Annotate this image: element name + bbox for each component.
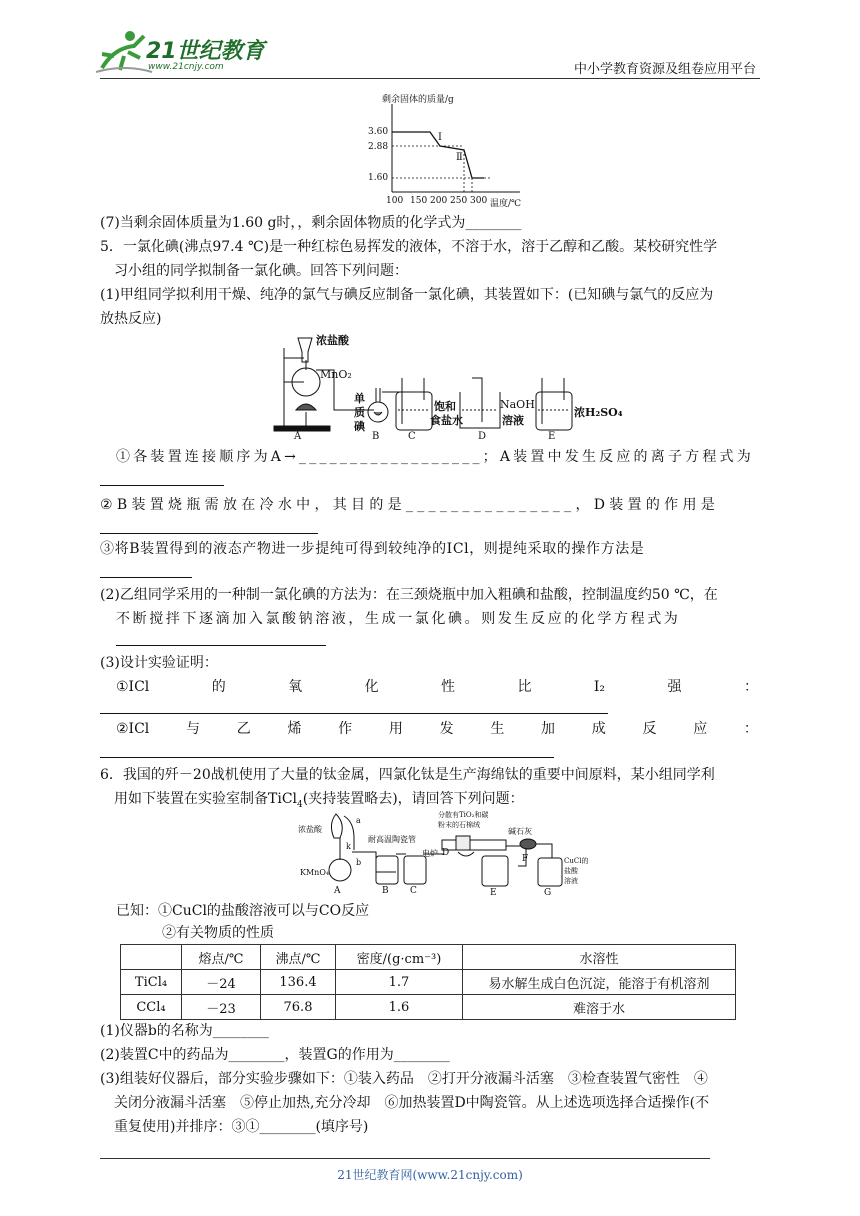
q6-known-1: 已知：①CuCl的盐酸溶液可以与CO反应 [116, 903, 370, 919]
properties-table [120, 944, 736, 1020]
label-lime: 碱石灰 [508, 827, 532, 836]
table-cell: CCl₄ [121, 995, 182, 1020]
label-letter: C [410, 886, 417, 896]
header-rule [100, 78, 760, 79]
word: 用 [388, 721, 403, 737]
q6-intro2-sub: 4 [297, 799, 303, 810]
word: I₂ [593, 679, 606, 695]
word: 性 [441, 679, 456, 695]
word: 加 [541, 721, 556, 737]
label-iodine: 单 [354, 392, 365, 405]
question-7: (7)当剩余固体质量为1.60 g时，，剩余固体物质的化学式为________ [100, 215, 522, 231]
q6-sub1: (1)仪器b的名称为________ [100, 1023, 269, 1039]
word: 烯 [287, 721, 302, 737]
label-iodine: 质 [354, 406, 365, 419]
q6-intro2-pre: 用如下装置在实验室制备TiCl [114, 791, 298, 807]
table-cell: 136.4 [261, 970, 336, 995]
word: 作 [338, 721, 353, 737]
word: 生 [490, 721, 505, 737]
q6-sub3-line2: 关闭分液漏斗活塞 ⑤停止加热,充分冷却 ⑥加热装置D中陶瓷管。从上述选项选择合适操作(不 [114, 1095, 710, 1111]
answer-blank [100, 742, 554, 758]
word: 化 [364, 679, 379, 695]
label-a: a [356, 816, 361, 825]
table-row [121, 995, 736, 1020]
table-cell: 沸点/℃ [261, 945, 336, 970]
q5-part3: (3)设计实验证明： [100, 655, 218, 671]
runner-logo-icon [94, 28, 154, 76]
table-cell: TiCl₄ [121, 970, 182, 995]
q5-intro-line2: 习小组的同学拟制备一氯化碘。回答下列问题： [114, 263, 408, 279]
table-cell: 1.6 [336, 995, 463, 1020]
logo-url: www.21cnjy.com [148, 62, 224, 72]
q5-part1-line2: 放热反应) [100, 311, 162, 327]
label-cucl: 盐酸 [564, 867, 578, 875]
table-cell: 易水解生成白色沉淀，能溶于有机溶剂 [463, 970, 736, 995]
label-letter: E [548, 431, 556, 442]
label-asbestos: 分散有TiO₂和碳 [438, 811, 489, 819]
label-asbestos: 粉末的石棉绒 [438, 821, 480, 829]
q6-sub3-line3: 重复使用)并排序：③①________(填序号) [114, 1119, 369, 1135]
word: 比 [517, 679, 532, 695]
answer-blank [100, 470, 224, 486]
label-naoh: NaOH [500, 398, 535, 411]
label-letter: A [334, 886, 341, 896]
label-letter: D [442, 848, 450, 858]
q5-step2: ②B装置烧瓶需放在冷水中，其目的是_______________，D装置的作用是 [100, 497, 720, 513]
word: 强 [667, 679, 682, 695]
site-logo [94, 28, 264, 76]
graph-y-tick: 3.60 [368, 127, 389, 137]
table-cell: 1.7 [336, 970, 463, 995]
label-letter: B [372, 431, 380, 442]
word: 的 [211, 679, 226, 695]
label-tube: 耐高温陶瓷管 [368, 835, 416, 844]
q5-part2-line2: 不断搅拌下逐滴加入氯酸钠溶液，生成一氯化碘。则发生反应的化学方程式为 [116, 611, 681, 627]
label-letter: A [294, 431, 302, 442]
apparatus-diagram-icl [270, 330, 640, 444]
graph-x-tick: 150 [410, 196, 428, 206]
graph-y-tick: 1.60 [368, 173, 389, 183]
label-letter: B [382, 886, 389, 896]
apparatus-diagram-ticl4 [296, 808, 596, 900]
word: ①ICl [116, 679, 150, 695]
q5-part3-item2 [116, 718, 758, 740]
label-cucl: CuCl的 [564, 857, 589, 865]
q5-part1-line1: (1)甲组同学拟利用干燥、纯净的氯气与碘反应制备一氯化碘，其装置如下：(已知碘与氯气的反应为 [100, 287, 714, 303]
q5-part3-item1 [116, 676, 758, 698]
graph-region-label: Ⅰ [438, 132, 442, 143]
q6-intro2-post: (夹持装置略去)，请回答下列问题： [302, 791, 524, 807]
q6-sub3-line1: (3)组装好仪器后，部分实验步骤如下：①装入药品 ②打开分液漏斗活塞 ③检查装置气密性 ④ [100, 1071, 708, 1087]
q6-sub2: (2)装置C中的药品为________，装置G的作用为________ [100, 1047, 450, 1063]
word: ： [743, 679, 758, 695]
graph-region-label: Ⅱ [456, 152, 463, 163]
q6-known-2: ②有关物质的性质 [162, 925, 274, 941]
word: 反 [642, 721, 657, 737]
label-furnace: 电炉 [422, 849, 438, 858]
q5-intro-line1: 5．一氯化碘(沸点97.4 ℃)是一种红棕色易挥发的液体，不溶于水，溶于乙醇和乙酸。某校研究性学 [100, 239, 718, 255]
word: 乙 [236, 721, 251, 737]
table-cell: －23 [182, 995, 261, 1020]
table-row [121, 970, 736, 995]
graph-xlabel: 温度/℃ [490, 199, 522, 209]
header-right-text: 中小学教育资源及组卷应用平台 [573, 62, 756, 77]
table-cell: －24 [182, 970, 261, 995]
q5-step1: ①各装置连接顺序为A→__________________；A装置中发生反应的离子方程式为 [116, 449, 754, 465]
answer-blank [100, 518, 318, 534]
table-cell: 熔点/℃ [182, 945, 261, 970]
label-conc-hcl: 浓盐酸 [298, 825, 322, 834]
label-h2so4: 浓H₂SO₄ [574, 406, 623, 419]
word: 氧 [288, 679, 303, 695]
graph-ylabel: 剩余固体的质量/g [382, 95, 454, 105]
table-cell: 难溶于水 [463, 995, 736, 1020]
label-letter: G [544, 888, 552, 898]
label-conc-hcl: 浓盐酸 [316, 334, 349, 347]
graph-x-tick: 200 [430, 196, 448, 206]
label-b: b [356, 858, 362, 867]
word: ②ICl [116, 721, 150, 737]
word: 发 [439, 721, 454, 737]
q5-step3: ③将B装置得到的液态产物进一步提纯可得到较纯净的ICl，则提纯采取的操作方法是 [100, 541, 645, 557]
answer-blank [116, 630, 326, 646]
footer-rule [100, 1158, 710, 1159]
table-cell [121, 945, 182, 970]
graph-x-tick: 250 [450, 196, 468, 206]
answer-blank [100, 698, 608, 714]
label-letter: E [490, 888, 497, 898]
graph-x-tick: 300 [470, 196, 488, 206]
label-iodine: 碘 [354, 420, 365, 433]
label-naoh: 溶液 [502, 414, 524, 427]
table-cell: 76.8 [261, 995, 336, 1020]
q5-part2-line1: (2)乙组同学采用的一种制一氯化碘的方法为：在三颈烧瓶中加入粗碘和盐酸，控制温度约50 ℃，在 [100, 587, 718, 603]
answer-blank [100, 562, 192, 578]
label-k: k [346, 842, 351, 851]
table-header-row [121, 945, 736, 970]
label-letter: F [522, 854, 529, 864]
word: 成 [591, 721, 606, 737]
label-letter: C [408, 431, 416, 442]
label-mno2: MnO₂ [320, 368, 352, 381]
table-cell: 水溶性 [463, 945, 736, 970]
label-brine: 饱和 [434, 400, 456, 413]
word: 与 [186, 721, 200, 737]
mass-temperature-graph [360, 86, 530, 208]
label-letter: D [478, 431, 487, 442]
label-kmno4: KMnO₄ [300, 868, 330, 877]
graph-y-tick: 2.88 [368, 142, 389, 152]
logo-text: 21世纪教育 [146, 39, 265, 64]
label-cucl: 溶液 [564, 877, 578, 885]
footer-text: 21世纪教育网(www.21cnjy.com) [337, 1168, 523, 1182]
graph-x-tick: 100 [386, 196, 404, 206]
label-brine: 食盐水 [430, 414, 463, 427]
q6-intro-line1: 6．我国的歼－20战机使用了大量的钛金属，四氯化钛是生产海绵钛的重要中间原料，某小组同学利 [100, 767, 715, 783]
table-cell: 密度/(g·cm⁻³) [336, 945, 463, 970]
word: 应 [693, 721, 708, 737]
word: ： [743, 721, 758, 737]
